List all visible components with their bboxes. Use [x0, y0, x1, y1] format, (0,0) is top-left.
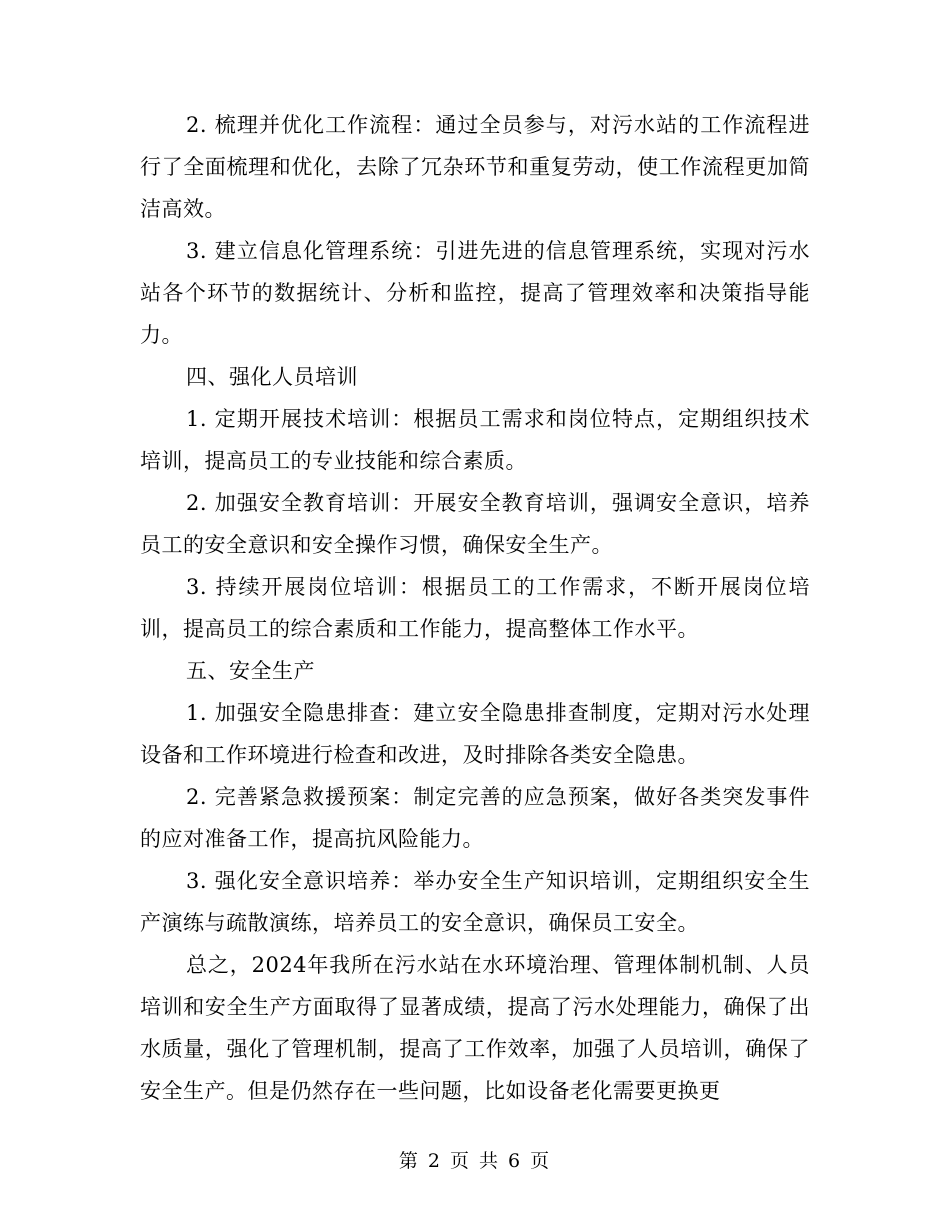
section-heading: 四、强化人员培训	[186, 365, 358, 389]
paragraph: 3. 建立信息化管理系统：引进先进的信息管理系统，实现对污水站各个环节的数据统计、分析和监控，提高了管理效率和决策指导能力。	[140, 239, 810, 347]
paragraph: 总之，2024年我所在污水站在水环境治理、管理体制机制、人员培训和安全生产方面取得了显著成绩，提高了污水处理能力，确保了出水质量，强化了管理机制，提高了工作效率，加强了人员培训，确保了安全生产。但是仍然存在一些问题，比如设备老化需要更换更	[140, 953, 810, 1103]
paragraph: 2. 梳理并优化工作流程：通过全员参与，对污水站的工作流程进行了全面梳理和优化，去除了冗杂环节和重复劳动，使工作流程更加简洁高效。	[140, 113, 810, 221]
page-number-footer: 第 2 页 共 6 页	[398, 1150, 552, 1172]
paragraph: 3. 强化安全意识培养：举办安全生产知识培训，定期组织安全生产演练与疏散演练，培养员工的安全意识，确保员工安全。	[140, 869, 810, 935]
section-heading: 五、安全生产	[186, 659, 315, 683]
paragraph: 3. 持续开展岗位培训：根据员工的工作需求，不断开展岗位培训，提高员工的综合素质和工作能力，提高整体工作水平。	[140, 575, 810, 641]
paragraph: 1. 定期开展技术培训：根据员工需求和岗位特点，定期组织技术培训，提高员工的专业技能和综合素质。	[140, 407, 810, 473]
paragraph: 1. 加强安全隐患排查：建立安全隐患排查制度，定期对污水处理设备和工作环境进行检查和改进，及时排除各类安全隐患。	[140, 701, 810, 767]
paragraph: 2. 加强安全教育培训：开展安全教育培训，强调安全意识，培养员工的安全意识和安全操作习惯，确保安全生产。	[140, 491, 810, 557]
document-body	[140, 104, 810, 1112]
paragraph: 2. 完善紧急救援预案：制定完善的应急预案，做好各类突发事件的应对准备工作，提高抗风险能力。	[140, 785, 810, 851]
